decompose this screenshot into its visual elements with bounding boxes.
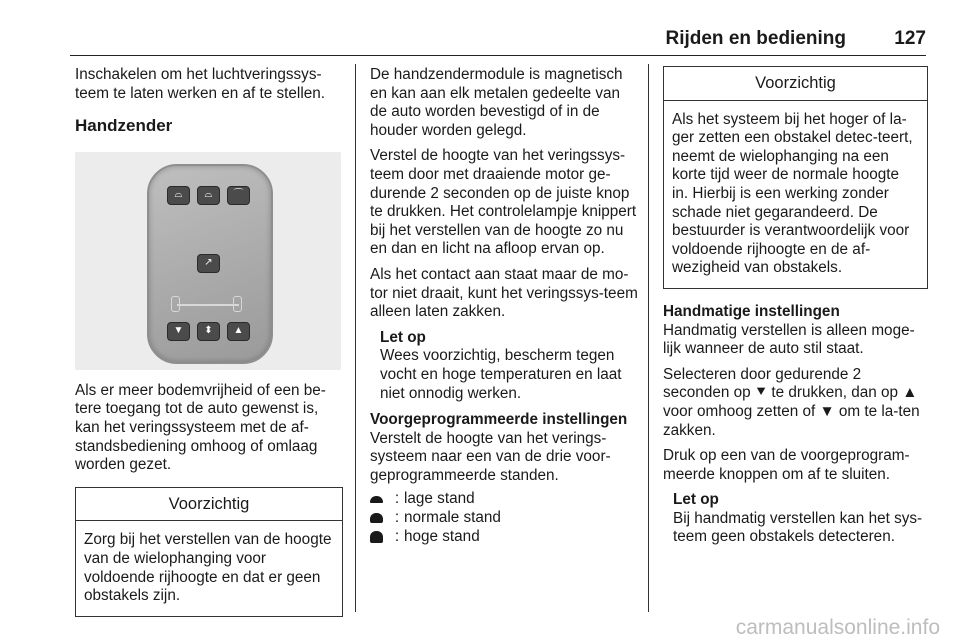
page-header <box>70 28 926 54</box>
column-2 <box>370 66 640 546</box>
manual-icon: ↗ <box>197 254 220 273</box>
preset-high-icon: ⌒ <box>227 186 250 205</box>
up-icon: ▲ <box>227 322 250 341</box>
heading-manual: Handmatige instellingen <box>663 302 840 320</box>
close-paragraph: Druk op een van de voorgeprogram-meerde knoppen om af te sluiten. <box>663 447 910 483</box>
warning-title: Voorzichtig <box>76 488 342 522</box>
preset-label-low: lage stand <box>404 490 475 508</box>
note-body-2: Bij handmatig verstellen kan het sys-teem geen obstakels detecteren. <box>673 509 923 546</box>
note-body: Wees voorzichtig, bescherm tegen vocht en hoge temperaturen en laat niet onnodig werken. <box>380 347 622 402</box>
heading-remote: Handzender <box>75 116 173 136</box>
magnetic-paragraph: De handzendermodule is magnetisch en kan aan elk metalen gedeelte van de auto worden bevestigd of in de houder worden gelegd. <box>370 66 623 139</box>
preset-normal-icon: ⌓ <box>197 186 220 205</box>
adjust-paragraph: Verstel de hoogte van het veringssys-teem door met draaiende motor ge-durende 2 seconden op de juiste knop te drukken. Het controlelampje knippert bij het verstellen van de hoogte zo nu en dan en licht na afloop ervan op. <box>370 147 637 258</box>
warning-body-2: Als het systeem bij het hoger of la-ger zetten een obstakel detec-teert, neemt de wielophanging na een korte tijd weer de normale hoogte in. Hierbij is een werking zonder schade niet gegarandeerd. De bestuurder is verantwoordelijk voor voldoende rijhoogte en de af-wezigheid van obstakels. <box>672 110 913 277</box>
column-3 <box>663 66 928 555</box>
remote-figure <box>75 152 341 370</box>
warning-box-1 <box>75 487 343 617</box>
high-position-icon <box>370 531 390 543</box>
preset-row-normal: : normale stand <box>370 509 640 528</box>
note-title-2: Let op <box>673 491 719 509</box>
note-box-2 <box>673 491 928 547</box>
preset-paragraph: Verstelt de hoogte van het verings-systeem naar een van de drie voor-geprogrammeerde standen. <box>370 429 611 484</box>
column-divider-2 <box>648 64 649 612</box>
indicator-slot <box>177 304 239 306</box>
contact-paragraph: Als het contact aan staat maar de mo-tor niet draait, kunt het veringssys-teem alleen laten zakken. <box>370 265 638 321</box>
column-1 <box>75 66 343 627</box>
warning-box-2 <box>663 66 928 289</box>
column-divider-1 <box>355 64 356 612</box>
preset-label-normal: normale stand <box>404 509 501 527</box>
heading-preset: Voorgeprogrammeerde instellingen <box>370 411 628 429</box>
watermark: carmanualsonline.info <box>735 616 940 639</box>
clearance-paragraph: Als er meer bodemvrijheid of een be-tere toegang tot de auto gewenst is, kan het veringssysteem met de af-standsbediening omhoog of omlaag worden gezet. <box>75 381 326 474</box>
note-box-1 <box>380 329 640 403</box>
slot-right <box>233 296 242 312</box>
warning-title-2: Voorzichtig <box>664 67 927 101</box>
preset-list <box>370 490 640 546</box>
low-position-icon <box>370 496 390 503</box>
intro-paragraph: Inschakelen om het luchtveringssys-teem te laten werken en af te stellen. <box>75 66 325 102</box>
manual-select-icon: ⬍ <box>197 322 220 341</box>
select-paragraph: Selecteren door gedurende 2 seconden op ⯆ te drukken, dan op ▲ voor omhoog zetten of ▼ om te la-ten zakken. <box>663 365 920 439</box>
manual-paragraph: Handmatig verstellen is alleen moge-lijk wanneer de auto stil staat. <box>663 321 915 358</box>
warning-body: Zorg bij het verstellen van de hoogte van de wielophanging voor voldoende rijhoogte en dat er geen obstakels zijn. <box>84 531 332 605</box>
down-icon: ▼ <box>167 322 190 341</box>
header-rule <box>70 55 926 56</box>
note-title: Let op <box>380 328 426 346</box>
remote-control-image <box>147 164 273 364</box>
page-number: 127 <box>894 28 926 49</box>
preset-low-icon: ⌓ <box>167 186 190 205</box>
header-title: Rijden en bediening <box>665 28 846 49</box>
normal-position-icon <box>370 513 390 523</box>
preset-row-high: : hoge stand <box>370 528 640 547</box>
preset-label-high: hoge stand <box>404 527 480 545</box>
preset-row-low: : lage stand <box>370 490 640 509</box>
